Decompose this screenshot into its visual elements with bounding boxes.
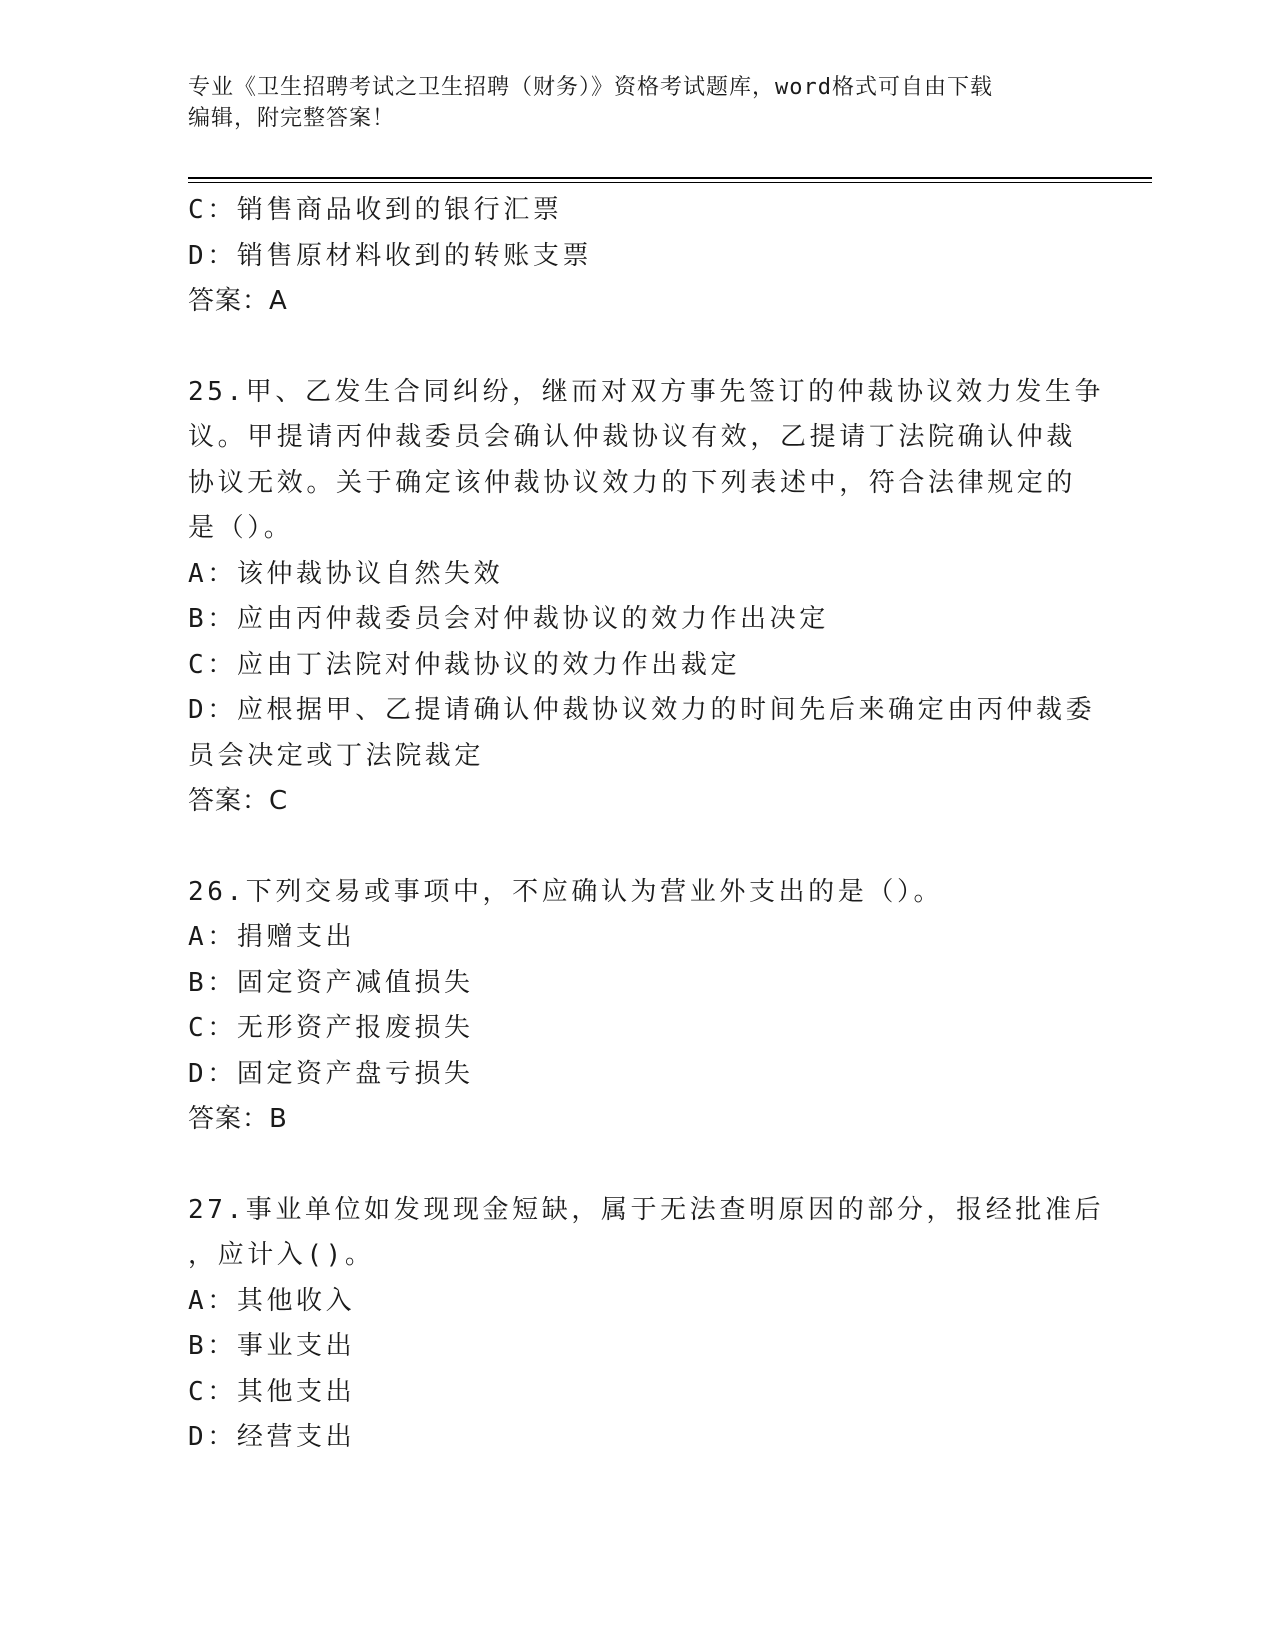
option-b: B：应由丙仲裁委员会对仲裁协议的效力作出决定 [188,604,829,634]
option-c: C：应由丁法院对仲裁协议的效力作出裁定 [188,649,741,680]
question-stem-line: 27.事业单位如发现现金短缺，属于无法查明原因的部分，报经批准后 [188,1194,1105,1225]
document-header [188,72,1088,134]
option-d: D：经营支出 [188,1422,356,1452]
answer-label: 答案：A [188,286,288,316]
option-c: C：其他支出 [188,1376,356,1407]
option-d-continued: 员会决定或丁法院裁定 [188,740,485,771]
option-d: D：固定资产盘亏损失 [188,1058,474,1089]
option-d: D：销售原材料收到的转账支票 [188,240,593,271]
option-c: C：无形资产报废损失 [188,1013,474,1043]
question-stem-line: ，应计入()。 [188,1240,375,1270]
answer-label: 答案：B [188,1104,288,1134]
answer-label: 答案：C [188,786,289,816]
question-25 [188,370,1105,825]
header-divider-thick [188,177,1152,179]
question-stem-line: 是（）。 [188,513,294,543]
option-b: B：固定资产减值损失 [188,967,474,998]
question-content [188,188,1105,1461]
option-a: A：该仲裁协议自然失效 [188,558,504,589]
option-a: A：其他收入 [188,1285,356,1316]
header-line-1: 专业《卫生招聘考试之卫生招聘（财务）》资格考试题库，word格式可自由下载 [188,75,993,100]
header-divider-thin [188,182,1152,183]
option-a: A：捐赠支出 [188,922,356,952]
question-stem-line: 协议无效。关于确定该仲裁协议效力的下列表述中，符合法律规定的 [188,467,1077,498]
question-spacer [188,825,1088,870]
question-stem-line: 25.甲、乙发生合同纠纷，继而对双方事先签订的仲裁协议效力发生争 [188,376,1105,407]
option-c: C：销售商品收到的银行汇票 [188,195,563,225]
question-stem-line: 议。甲提请丙仲裁委员会确认仲裁协议有效，乙提请丁法院确认仲裁 [188,422,1077,452]
question-spacer [188,325,1088,370]
option-b: B：事业支出 [188,1331,356,1361]
question-24 [188,188,1088,325]
question-spacer [188,1143,1088,1188]
question-27 [188,1188,1105,1461]
question-26 [188,870,1088,1143]
question-stem-line: 26.下列交易或事项中，不应确认为营业外支出的是（）。 [188,876,944,907]
header-line-2: 编辑，附完整答案！ [188,106,396,131]
option-d: D：应根据甲、乙提请确认仲裁协议效力的时间先后来确定由丙仲裁委 [188,695,1096,725]
